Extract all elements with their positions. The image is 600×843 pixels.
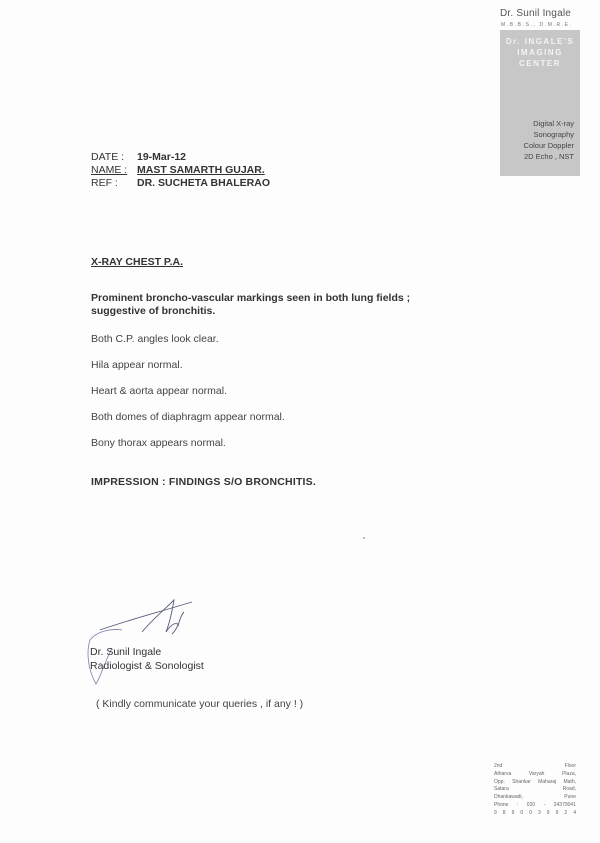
address-line: 2nd Floor xyxy=(494,763,576,769)
letterhead-doctor-name: Dr. Sunil Ingale xyxy=(500,8,572,19)
date-row xyxy=(91,151,270,164)
name-label: NAME : xyxy=(91,164,128,176)
primary-finding: Prominent broncho-vascular markings seen in both lung fields ; suggestive of bronchitis. xyxy=(91,292,411,317)
ref-label: REF : xyxy=(91,177,118,189)
address-line: Phone : 020 - 24379041 xyxy=(494,801,576,808)
services-list xyxy=(524,118,574,162)
ref-value: DR. SUCHETA BHALERAO xyxy=(137,177,270,189)
finding-line: Both C.P. angles look clear. xyxy=(91,333,219,345)
finding-line: Heart & aorta appear normal. xyxy=(91,385,227,397)
signatory-name: Dr. Sunil Ingale xyxy=(90,646,162,658)
name-row xyxy=(91,164,270,177)
signatory-role: Radiologist & Sonologist xyxy=(90,660,204,672)
patient-info xyxy=(91,151,270,190)
service-item: 2D Echo , NST xyxy=(523,152,574,161)
address-line: Dhankawadi, Pune xyxy=(494,794,576,801)
address-line: Opp. Shankar Maharaj Math, xyxy=(494,778,576,785)
address-line: Satara Road, xyxy=(494,786,576,793)
queries-note: ( Kindly communicate your queries , if any ! ) xyxy=(96,698,304,710)
service-item: Digital X-ray xyxy=(533,119,574,128)
center-name-line: CENTER xyxy=(519,59,561,68)
name-value: MAST SAMARTH GUJAR. xyxy=(137,164,265,176)
report-title: X-RAY CHEST P.A. xyxy=(91,256,184,268)
ref-row xyxy=(91,177,270,190)
clinic-address xyxy=(494,763,576,818)
impression: IMPRESSION : FINDINGS S/O BRONCHITIS. xyxy=(91,476,316,488)
date-label: DATE : xyxy=(91,151,125,163)
address-line: Atharva Varyah Plaza, xyxy=(494,770,576,777)
letterhead-qualifications: M.B.B.S., D.M.R.E. xyxy=(501,22,573,28)
finding-line: Both domes of diaphragm appear normal. xyxy=(91,411,285,423)
center-name-line: IMAGING xyxy=(517,48,563,57)
service-item: Colour Doppler xyxy=(523,141,574,150)
scan-speck xyxy=(363,537,365,539)
center-name-line: Dr. INGALE'S xyxy=(505,37,575,46)
finding-line: Hila appear normal. xyxy=(91,359,183,371)
finding-line: Bony thorax appears normal. xyxy=(91,437,226,449)
date-value: 19-Mar-12 xyxy=(137,151,187,163)
center-name xyxy=(500,36,580,69)
imaging-center-logo-box xyxy=(500,30,580,176)
address-line: 9 8 9 0 0 3 9 9 2 4 xyxy=(494,809,576,816)
handwritten-signature xyxy=(82,592,202,692)
service-item: Sonography xyxy=(533,130,574,139)
